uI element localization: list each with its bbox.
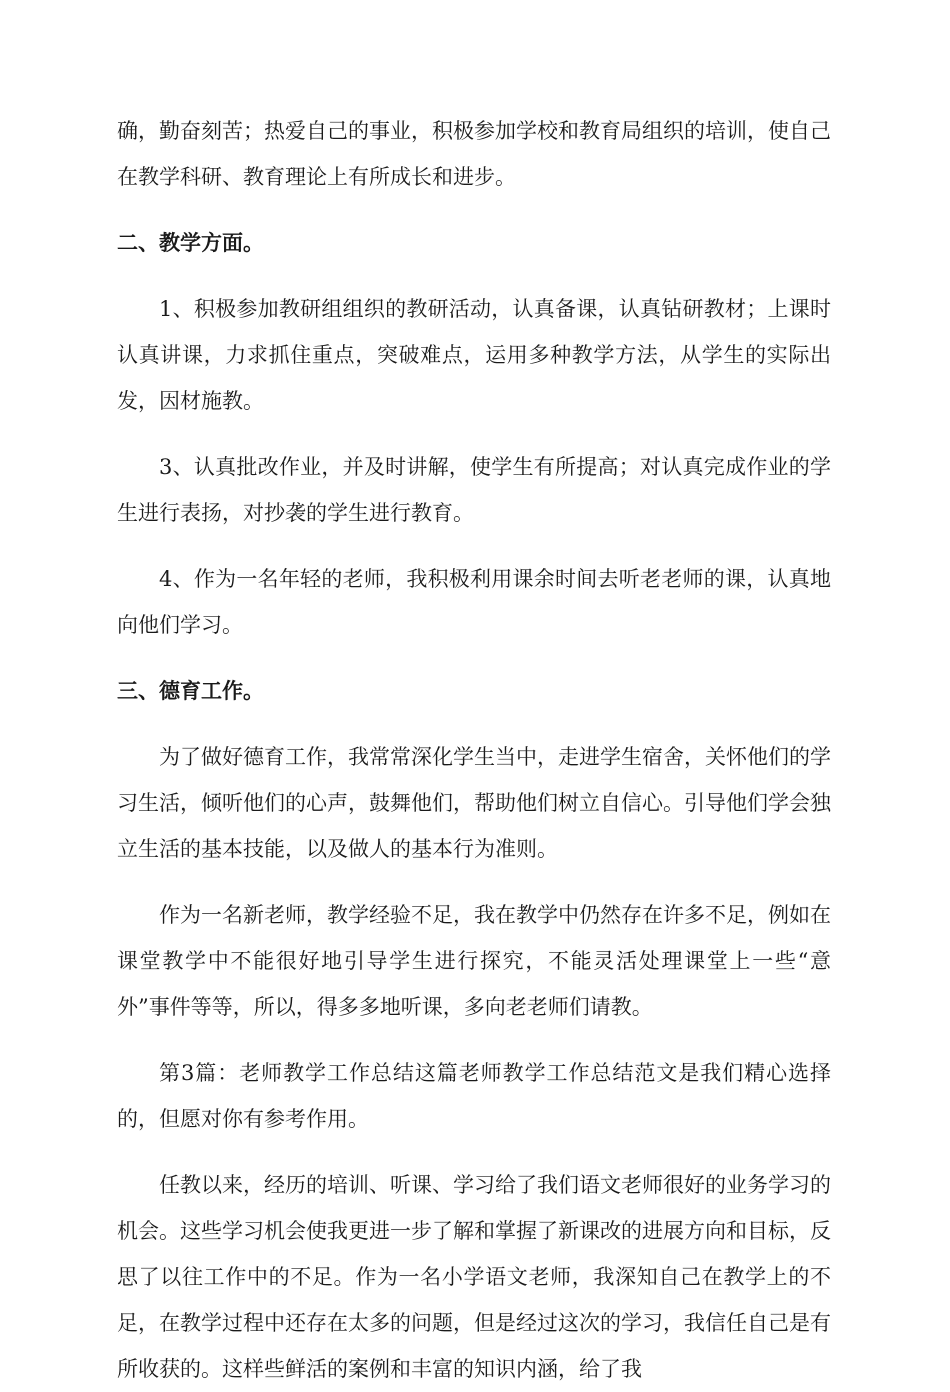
section-heading-moral: 三、德育工作。 [117,678,264,703]
paragraph-teaching-3: 3、认真批改作业，并及时讲解，使学生有所提高；对认真完成作业的学生进行表扬，对抄袭的学生进行教育。 [117,455,831,525]
paragraph-teaching-1: 1、积极参加教研组组织的教研活动，认真备课，认真钻研教材；上课时认真讲课，力求抓住重点，突破难点，运用多种教学方法，从学生的实际出发，因材施教。 [117,297,831,413]
paragraph-article-3-body: 任教以来，经历的培训、听课、学习给了我们语文老师很好的业务学习的机会。这些学习机会使我更进一步了解和掌握了新课改的进展方向和目标，反思了以往工作中的不足。作为一名小学语文老师，我深知自己在教学上的不足，在教学过程中还存在太多的问题，但是经过这次的学习，我信任自己是有所收获的。这样些鲜活的案例和丰富的知识内涵，给了我 [117,1173,831,1381]
paragraph-moral-2: 作为一名新老师，教学经验不足，我在教学中仍然存在许多不足，例如在课堂教学中不能很好地引导学生进行探究，不能灵活处理课堂上一些“意外”事件等等，所以，得多多地听课，多向老老师们请教。 [117,903,831,1019]
paragraph-continuation: 确，勤奋刻苦；热爱自己的事业，积极参加学校和教育局组织的培训，使自己在教学科研、教育理论上有所成长和进步。 [117,119,831,189]
paragraph-moral-1: 为了做好德育工作，我常常深化学生当中，走进学生宿舍，关怀他们的学习生活，倾听他们的心声，鼓舞他们，帮助他们树立自信心。引导他们学会独立生活的基本技能，以及做人的基本行为准则。 [117,745,831,861]
document-page [117,108,831,1392]
section-heading-teaching: 二、教学方面。 [117,230,264,255]
paragraph-article-3-intro: 第3篇：老师教学工作总结这篇老师教学工作总结范文是我们精心选择的，但愿对你有参考作用。 [117,1061,831,1131]
paragraph-teaching-4: 4、作为一名年轻的老师，我积极利用课余时间去听老老师的课，认真地向他们学习。 [117,567,831,637]
